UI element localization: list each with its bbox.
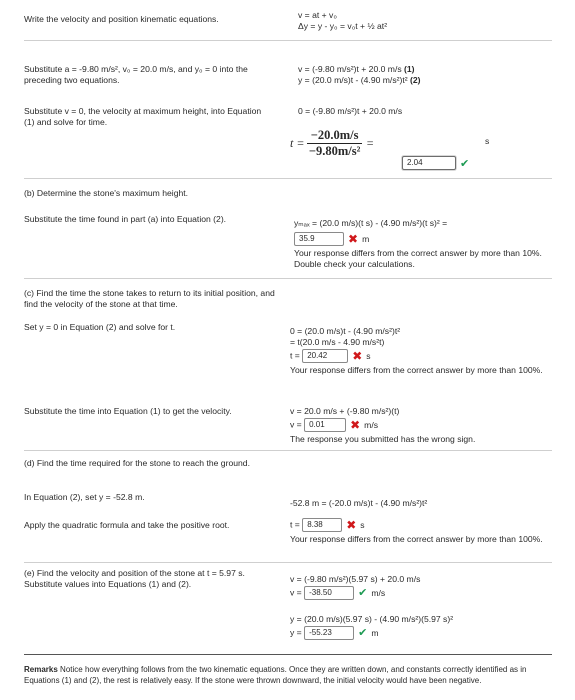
part-c-heading: (c) Find the time the stone takes to return to its initial position, and find the velocity of the stone at that time.	[24, 288, 275, 309]
answer-c-time-input[interactable]: 20.42	[302, 349, 348, 363]
equation-1: v = (-9.80 m/s²)t + 20.0 m/s (1)	[298, 64, 415, 74]
answer-e-position-unit: m	[371, 627, 379, 638]
part-e-position-work	[290, 614, 552, 640]
answer-d-unit: s	[360, 519, 365, 530]
part-c-equation-1: 0 = (20.0 m/s)t - (4.90 m/s²)t²	[290, 326, 401, 336]
answer-d-row	[290, 518, 552, 532]
part-b-work	[294, 218, 556, 270]
answer-a-input[interactable]: 2.04	[402, 156, 456, 170]
part-e-velocity-equation: v = (-9.80 m/s²)(5.97 s) + 20.0 m/s	[290, 574, 421, 584]
remarks-block	[24, 664, 549, 686]
step-label-max-height-time: Substitute v = 0, the velocity at maximum height, into Equation (1) and solve for time.	[24, 106, 262, 127]
answer-d-input[interactable]: 8.38	[302, 518, 342, 532]
part-b-heading: (b) Determine the stone's maximum height.	[24, 188, 189, 198]
time-unit-label: s	[485, 136, 490, 146]
answer-e-velocity-lhs: v =	[290, 587, 302, 598]
answer-d-feedback: Your response differs from the correct answer by more than 100%.	[290, 534, 543, 544]
step-label-substitute-constants: Substitute a = -9.80 m/s², v₀ = 20.0 m/s, and y₀ = 0 into the preceding two equations.	[24, 64, 248, 85]
part-d-heading: (d) Find the time required for the stone to reach the ground.	[24, 458, 250, 468]
answer-e-velocity-row	[290, 586, 552, 600]
part-c-step-label-2: Substitute the time into Equation (1) to get the velocity.	[24, 406, 232, 416]
answer-c-velocity-input[interactable]: 0.01	[304, 418, 346, 432]
part-d-step-label-2: Apply the quadratic formula and take the positive root.	[24, 520, 230, 530]
equation-1-tag: (1)	[404, 64, 415, 74]
part-c-velocity-equation: v = 20.0 m/s + (-9.80 m/s²)(t)	[290, 406, 400, 416]
time-fraction	[307, 128, 363, 159]
part-d-work	[290, 518, 552, 545]
remarks-text: Notice how everything follows from the two kinematic equations. Once they are written down, and constants correctly identified as in Equations (1) and (2), the rest is relatively easy. If the stone were thrown downward, the initial velocity would have been negative.	[24, 665, 527, 685]
answer-b-row	[294, 232, 556, 246]
fraction-denominator: −9.80m/s²	[308, 144, 361, 158]
part-e-position-equation: y = (20.0 m/s)(5.97 s) - (4.90 m/s²)(5.97 s)²	[290, 614, 454, 624]
answer-e-position-input[interactable]: -55.23	[304, 626, 354, 640]
equation-2: y = (20.0 m/s)t - (4.90 m/s²)t² (2)	[298, 75, 421, 85]
part-c-work-2	[290, 406, 552, 445]
step-label-kinematic-equations: Write the velocity and position kinematic equations.	[24, 14, 219, 24]
answer-c-time-unit: s	[366, 350, 371, 361]
max-height-equation: yₘₐₓ = (20.0 m/s)(t s) - (4.90 m/s²)(t s)² =	[294, 218, 448, 228]
answer-b-input[interactable]: 35.9	[294, 232, 344, 246]
row-divider	[24, 278, 552, 279]
remarks-title: Remarks	[24, 665, 58, 674]
kinematic-equations	[298, 10, 568, 32]
answer-e-position-lhs: y =	[290, 627, 302, 638]
check-icon: ✔	[358, 626, 368, 639]
answer-e-velocity-input[interactable]: -38.50	[304, 586, 354, 600]
incorrect-icon: ✖	[348, 231, 359, 246]
part-b-step-label: Substitute the time found in part (a) into Equation (2).	[24, 214, 227, 224]
answer-a-row	[402, 156, 469, 170]
answer-c-time-feedback: Your response differs from the correct answer by more than 100%.	[290, 365, 543, 375]
answer-d-lhs: t =	[290, 519, 300, 530]
row-divider	[24, 450, 552, 451]
remarks-separator	[24, 654, 552, 655]
zero-velocity-equation: 0 = (-9.80 m/s²)t + 20.0 m/s	[298, 106, 403, 116]
equation-2-tag: (2)	[409, 75, 421, 85]
part-d-equation: -52.8 m = (-20.0 m/s)t - (4.90 m/s²)t²	[290, 498, 428, 508]
answer-b-feedback: Your response differs from the correct answer by more than 10%. Double check your calculations.	[294, 248, 542, 269]
answer-c-velocity-lhs: v =	[290, 419, 302, 430]
incorrect-icon: ✖	[350, 417, 361, 432]
incorrect-icon: ✖	[346, 517, 357, 532]
answer-c-velocity-feedback: The response you submitted has the wrong sign.	[290, 434, 476, 444]
velocity-equation: v = at + v₀	[298, 10, 337, 20]
equals-sign: =	[366, 136, 374, 150]
time-fraction-expression	[290, 128, 374, 159]
answer-c-velocity-row	[290, 418, 552, 432]
position-equation: Δy = y - y₀ = v₀t + ½ at²	[298, 21, 388, 31]
answer-c-velocity-unit: m/s	[364, 419, 378, 430]
answer-c-time-row	[290, 349, 552, 363]
fraction-numerator: −20.0m/s	[307, 128, 363, 144]
t-lhs: t =	[290, 136, 305, 150]
part-e-heading: (e) Find the velocity and position of the stone at t = 5.97 s. Substitute values into Equations (1) and (2).	[24, 568, 245, 589]
substituted-equations	[298, 64, 568, 86]
part-e-velocity-work	[290, 574, 552, 600]
check-icon: ✔	[358, 586, 368, 599]
answer-c-time-lhs: t =	[290, 350, 300, 361]
answer-b-unit: m	[362, 233, 370, 244]
row-divider	[24, 178, 552, 179]
row-divider	[24, 562, 552, 563]
answer-e-position-row	[290, 626, 552, 640]
part-d-step-label-1: In Equation (2), set y = -52.8 m.	[24, 492, 145, 502]
part-c-step-label-1: Set y = 0 in Equation (2) and solve for t.	[24, 322, 176, 332]
check-icon: ✔	[460, 157, 470, 170]
incorrect-icon: ✖	[352, 348, 363, 363]
part-c-equation-2: = t(20.0 m/s - 4.90 m/s²t)	[290, 337, 385, 347]
part-c-work-1	[290, 326, 552, 376]
row-divider	[24, 40, 552, 41]
answer-e-velocity-unit: m/s	[371, 587, 386, 598]
